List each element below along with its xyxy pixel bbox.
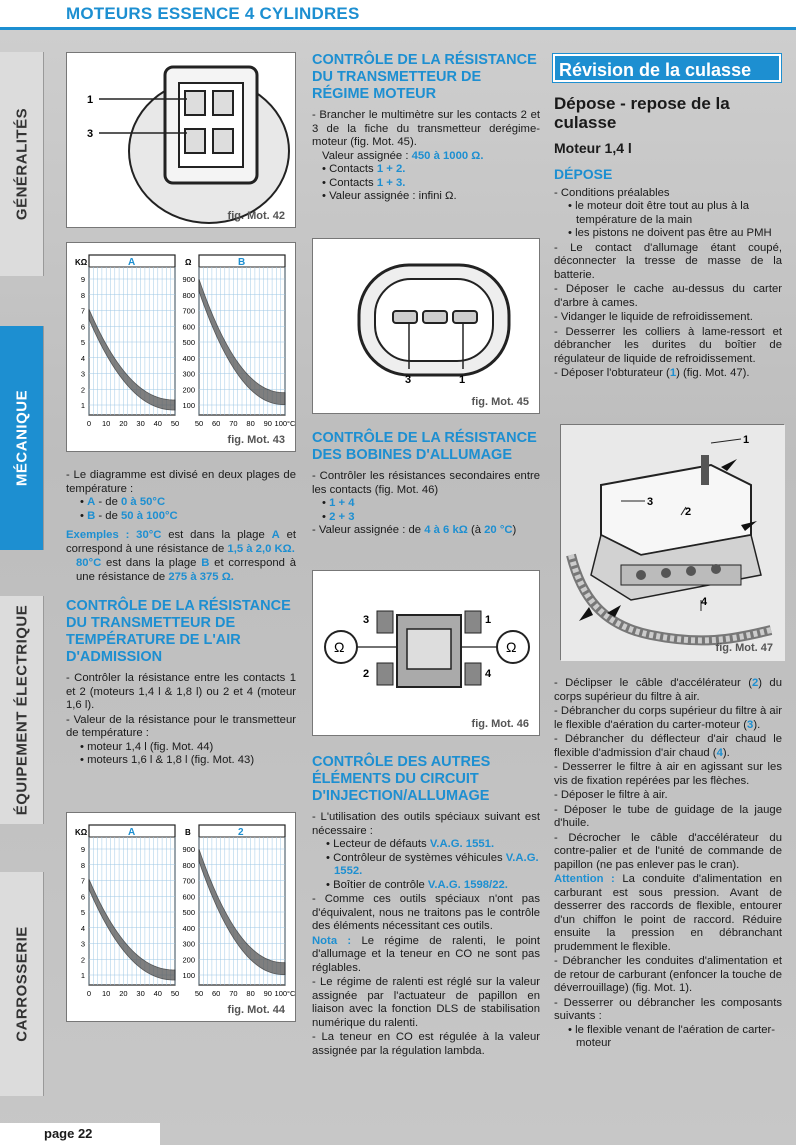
- x-tick-label: 0: [86, 419, 92, 428]
- y-tick-label: 1: [80, 971, 85, 980]
- y-tick-label: 9: [80, 845, 85, 854]
- section-banner: Révision de la culasse: [553, 54, 781, 82]
- y-tick-label: 900: [182, 845, 195, 854]
- panel-title: A: [128, 257, 136, 268]
- y-tick-label: 7: [80, 876, 85, 886]
- depose-heading: DÉPOSE: [554, 165, 613, 182]
- paragraph: - Valeur de la résistance pour le transmetteur de température :: [66, 713, 296, 739]
- sensor-connector-illustration: [313, 239, 541, 415]
- column-1-text: [66, 468, 296, 768]
- callout-2: 2: [685, 506, 692, 518]
- unit-label: Ω: [185, 258, 192, 267]
- bullet: • le moteur doit être tout au plus à la température de la main: [568, 200, 750, 226]
- y-tick-label: 600: [182, 892, 195, 902]
- tab-generalites[interactable]: [0, 52, 44, 276]
- paragraph: - Débrancher les conduites d'alimentation et de retour de carburant (enfoncer la touche de déverrouillage) (fig. Mot. 1).: [554, 955, 782, 994]
- tab-label: CARROSSERIE: [13, 926, 30, 1042]
- paragraph: - L'utilisation des outils spéciaux suivant est nécessaire :: [312, 811, 540, 837]
- y-tick-label: 4: [80, 353, 85, 363]
- panel-title: A: [128, 827, 136, 838]
- figure-44: [66, 812, 296, 1022]
- column-2-text-mid: [312, 430, 540, 538]
- section-title-autres-elements: CONTRÔLE DES AUTRES ÉLÉMENTS DU CIRCUIT D'INJECTION/ALLUMAGE: [312, 754, 491, 804]
- y-tick-label: 600: [182, 322, 195, 332]
- figure-caption: fig. Mot. 45: [471, 396, 529, 408]
- plage-b: • B - de 50 à 100°C: [80, 509, 178, 522]
- bullet: • moteurs 1,6 l & 1,8 l (fig. Mot. 43): [80, 754, 255, 766]
- y-tick-label: 500: [182, 338, 195, 347]
- x-tick-label: 10: [102, 419, 111, 428]
- y-tick-label: 100: [182, 401, 195, 410]
- callout-1: 1: [485, 614, 492, 626]
- example-2: 80°C est dans la plage B et correspond à une résistance de 275 à 375 Ω.: [76, 557, 296, 583]
- paragraph: - Le contact d'allumage étant coupé, déconnecter la tresse de masse de la batterie.: [554, 241, 782, 281]
- y-tick-label: 700: [182, 876, 195, 886]
- resistance-chart-43: [67, 243, 297, 453]
- connector-illustration: [67, 53, 297, 229]
- y-tick-label: 8: [80, 860, 85, 870]
- unit-label: B: [185, 828, 191, 837]
- paragraph: - Le régime de ralenti est réglé sur la valeur assignée par l'actuateur de papillon en liaison avec la fonction DLS de stabilisation numérique du ralenti.: [312, 976, 540, 1029]
- x-tick-label: 0: [86, 989, 92, 998]
- paragraph: - La teneur en CO est régulée à la valeur assignée par la régulation lambda.: [312, 1031, 540, 1057]
- paragraph: - Brancher le multimètre sur les contacts 2 et 3 de la fiche du transmetteur derégime-moteur (fig. Mot. 45).: [312, 109, 540, 148]
- callout-1: 1: [87, 94, 94, 106]
- callout-3: 3: [87, 128, 94, 140]
- contacts-line: • Contacts 1 + 3.: [322, 176, 406, 189]
- ohm-symbol-left: Ω: [334, 639, 345, 655]
- x-tick-label: 50: [170, 419, 180, 428]
- y-tick-label: 5: [80, 908, 85, 917]
- paragraph: - Décrocher le câble d'accélérateur du contre-palier et de l'unité de commande de papillon (ne pas enlever pas le cran).: [554, 831, 782, 871]
- y-tick-label: 700: [182, 306, 195, 316]
- paragraph: - Desserrer le filtre à air en agissant sur les vis de fixation repérées par les flèches.: [554, 761, 782, 787]
- y-tick-label: 200: [182, 385, 195, 395]
- figure-42: [66, 52, 296, 228]
- tab-mecanique[interactable]: [0, 326, 44, 550]
- paragraph: - Comme ces outils spéciaux n'ont pas d'équivalent, nous ne traitons pas le contrôle des éléments nécessitant ces outils.: [312, 893, 540, 932]
- column-2-text-top: [312, 52, 540, 204]
- paragraph: - Contrôler les résistances secondaires entre les contacts (fig. Mot. 46): [312, 470, 540, 496]
- unit-label: KΩ: [75, 828, 88, 837]
- callout-3: 3: [405, 374, 412, 386]
- ignition-coil-illustration: [313, 571, 541, 737]
- x-tick-label: 30: [136, 989, 145, 998]
- panel-title: B: [238, 257, 246, 268]
- tab-label: ÉQUIPEMENT ÉLECTRIQUE: [13, 604, 30, 816]
- paragraph: - Desserrer ou débrancher les composants suivants :: [554, 996, 782, 1022]
- y-tick-label: 100: [182, 971, 195, 980]
- paragraph: - Desserrer les colliers à lame-ressort et débrancher les durites du boîtier de régulateur de liquide de refroidissement.: [554, 325, 782, 365]
- callout-3: 3: [363, 614, 370, 626]
- contacts-line: • Valeur assignée : infini Ω.: [322, 190, 457, 202]
- x-tick-label: 10: [102, 989, 111, 998]
- bullet: • 2 + 3: [322, 510, 355, 523]
- value-line: Valeur assignée : 450 à 1000 Ω.: [322, 149, 484, 162]
- figure-47: [560, 424, 784, 660]
- y-tick-label: 6: [80, 322, 85, 332]
- example-1: Exemples : 30°C est dans la plage A et correspond à une résistance de 1,5 à 2,0 KΩ.: [66, 529, 296, 555]
- y-tick-label: 300: [182, 939, 195, 949]
- running-header: [0, 0, 796, 30]
- y-tick-label: 800: [182, 860, 195, 870]
- y-tick-label: 800: [182, 290, 195, 300]
- subtitle: Moteur 1,4 l: [554, 140, 632, 156]
- figure-43: [66, 242, 296, 452]
- bullet: • le flexible venant de l'aération de carter-moteur: [568, 1023, 776, 1049]
- x-tick-label: 100°C: [274, 419, 296, 428]
- y-tick-label: 5: [80, 338, 85, 347]
- header-title: MOTEURS ESSENCE 4 CYLINDRES: [66, 4, 360, 23]
- paragraph: - Contrôler la résistance entre les contacts 1 et 2 (moteurs 1,4 l & 1,8 l) ou 2 et 4 (moteur 1,6 l).: [66, 672, 296, 711]
- y-tick-label: 3: [80, 939, 85, 949]
- bullet: • moteur 1,4 l (fig. Mot. 44): [80, 740, 214, 753]
- figure-caption: fig. Mot. 42: [227, 210, 285, 222]
- paragraph: - Déclipser le câble d'accélérateur (2) du corps supérieur du filtre à air.: [554, 677, 783, 703]
- x-tick-label: 40: [153, 419, 162, 428]
- y-tick-label: 400: [182, 353, 195, 363]
- figure-caption: fig. Mot. 44: [227, 1004, 285, 1016]
- bullet: • 1 + 4: [322, 497, 355, 509]
- tool-item: • Boîtier de contrôle V.A.G. 1598/22.: [326, 878, 508, 891]
- figure-caption: fig. Mot. 46: [471, 718, 529, 730]
- paragraph: - Déposer le cache au-dessus du carter d'arbre à cames.: [554, 283, 782, 309]
- callout-3: 3: [647, 496, 654, 508]
- tab-carrosserie[interactable]: [0, 872, 44, 1096]
- tab-label: MÉCANIQUE: [13, 389, 30, 487]
- y-tick-label: 200: [182, 955, 195, 965]
- paragraph: - Déposer l'obturateur (1) (fig. Mot. 47).: [554, 367, 750, 379]
- x-tick-label: 50: [194, 989, 204, 998]
- callout-4: 4: [701, 596, 708, 608]
- column-3-text-bottom: [554, 676, 782, 1051]
- x-tick-label: 80: [246, 989, 255, 998]
- x-tick-label: 90: [263, 419, 272, 428]
- x-tick-label: 50: [170, 989, 180, 998]
- paragraph: - Vidanger le liquide de refroidissement.: [554, 311, 753, 323]
- y-tick-label: 6: [80, 892, 85, 902]
- plage-a: • A - de 0 à 50°C: [80, 496, 166, 508]
- page-title: Dépose - repose de la culasse: [554, 94, 730, 132]
- y-tick-label: 2: [80, 955, 85, 965]
- y-tick-label: 400: [182, 923, 195, 933]
- y-tick-label: 2: [80, 385, 85, 395]
- section-title-bobines: CONTRÔLE DE LA RÉSISTANCE DES BOBINES D'ALLUMAGE: [312, 430, 537, 463]
- engine-bay-illustration: [561, 425, 785, 661]
- x-tick-label: 70: [229, 989, 238, 998]
- y-tick-label: 8: [80, 290, 85, 300]
- unit-label: KΩ: [75, 258, 88, 267]
- x-tick-label: 50: [194, 419, 204, 428]
- x-tick-label: 100°C: [274, 989, 296, 998]
- y-tick-label: 3: [80, 369, 85, 379]
- x-tick-label: 80: [246, 419, 255, 428]
- x-tick-label: 60: [212, 419, 221, 428]
- column-3-text-top: [554, 94, 782, 381]
- section-title-regime: CONTRÔLE DE LA RÉSISTANCE DU TRANSMETTEUR DE RÉGIME MOTEUR: [312, 52, 537, 102]
- tool-item: • Lecteur de défauts V.A.G. 1551.: [326, 838, 495, 850]
- x-tick-label: 40: [153, 989, 162, 998]
- y-tick-label: 7: [80, 306, 85, 316]
- paragraph: - Conditions préalables: [554, 186, 670, 199]
- y-tick-label: 500: [182, 908, 195, 917]
- y-tick-label: 4: [80, 923, 85, 933]
- callout-1: 1: [459, 374, 466, 386]
- column-2-text-bottom: [312, 754, 540, 1058]
- section-title-air-temp: CONTRÔLE DE LA RÉSISTANCE DU TRANSMETTEUR DE TEMPÉRATURE DE L'AIR D'ADMISSION: [66, 598, 291, 665]
- attention: Attention : La conduite d'alimentation en carburant est sous pression. Avant de desserrer des raccords de flexible, entourer d'un chiffon le point de raccord. Réduire ensuite la pression en débranchant prudemment le flexible.: [554, 873, 783, 953]
- contacts-line: • Contacts 1 + 2.: [322, 163, 406, 175]
- x-tick-label: 30: [136, 419, 145, 428]
- paragraph: - Débrancher du corps supérieur du filtre à air le flexible d'aération du carter-moteur (3).: [554, 705, 782, 731]
- figure-caption: fig. Mot. 47: [715, 642, 773, 654]
- paragraph: - Déposer le filtre à air.: [554, 789, 668, 801]
- paragraph: - Déposer le tube de guidage de la jauge d'huile.: [554, 803, 782, 829]
- value-line: - Valeur assignée : de 4 à 6 kΩ (à 20 °C): [312, 524, 517, 536]
- x-tick-label: 20: [119, 989, 128, 998]
- callout-1: 1: [743, 434, 750, 446]
- figure-46: [312, 570, 540, 736]
- figure-caption: fig. Mot. 43: [227, 434, 285, 446]
- panel-title: 2: [238, 827, 244, 838]
- tab-label: GÉNÉRALITÉS: [13, 107, 30, 221]
- page-footer: [0, 1123, 160, 1145]
- diagram-intro: - Le diagramme est divisé en deux plages de température :: [66, 469, 296, 495]
- x-tick-label: 70: [229, 419, 238, 428]
- y-tick-label: 900: [182, 275, 195, 284]
- y-tick-label: 1: [80, 401, 85, 410]
- figure-45: [312, 238, 540, 414]
- x-tick-label: 20: [119, 419, 128, 428]
- paragraph: - Débrancher du déflecteur d'air chaud le flexible d'admission d'air chaud (4).: [554, 733, 782, 759]
- y-tick-label: 9: [80, 275, 85, 284]
- callout-4: 4: [485, 668, 492, 680]
- callout-2: 2: [363, 668, 370, 680]
- ohm-symbol-right: Ω: [506, 639, 517, 655]
- bullet: • les pistons ne doivent pas être au PMH: [568, 227, 772, 239]
- x-tick-label: 90: [263, 989, 272, 998]
- x-tick-label: 60: [212, 989, 221, 998]
- resistance-chart-44: [67, 813, 297, 1023]
- note: Nota : Le régime de ralenti, le point d'allumage et la teneur en CO ne sont pas réglables.: [312, 934, 540, 974]
- tool-item: • Contrôleur de systèmes véhicules V.A.G. 1552.: [326, 851, 539, 877]
- page-number: page 22: [44, 1126, 93, 1141]
- tab-equipement-electrique[interactable]: [0, 596, 44, 824]
- y-tick-label: 300: [182, 369, 195, 379]
